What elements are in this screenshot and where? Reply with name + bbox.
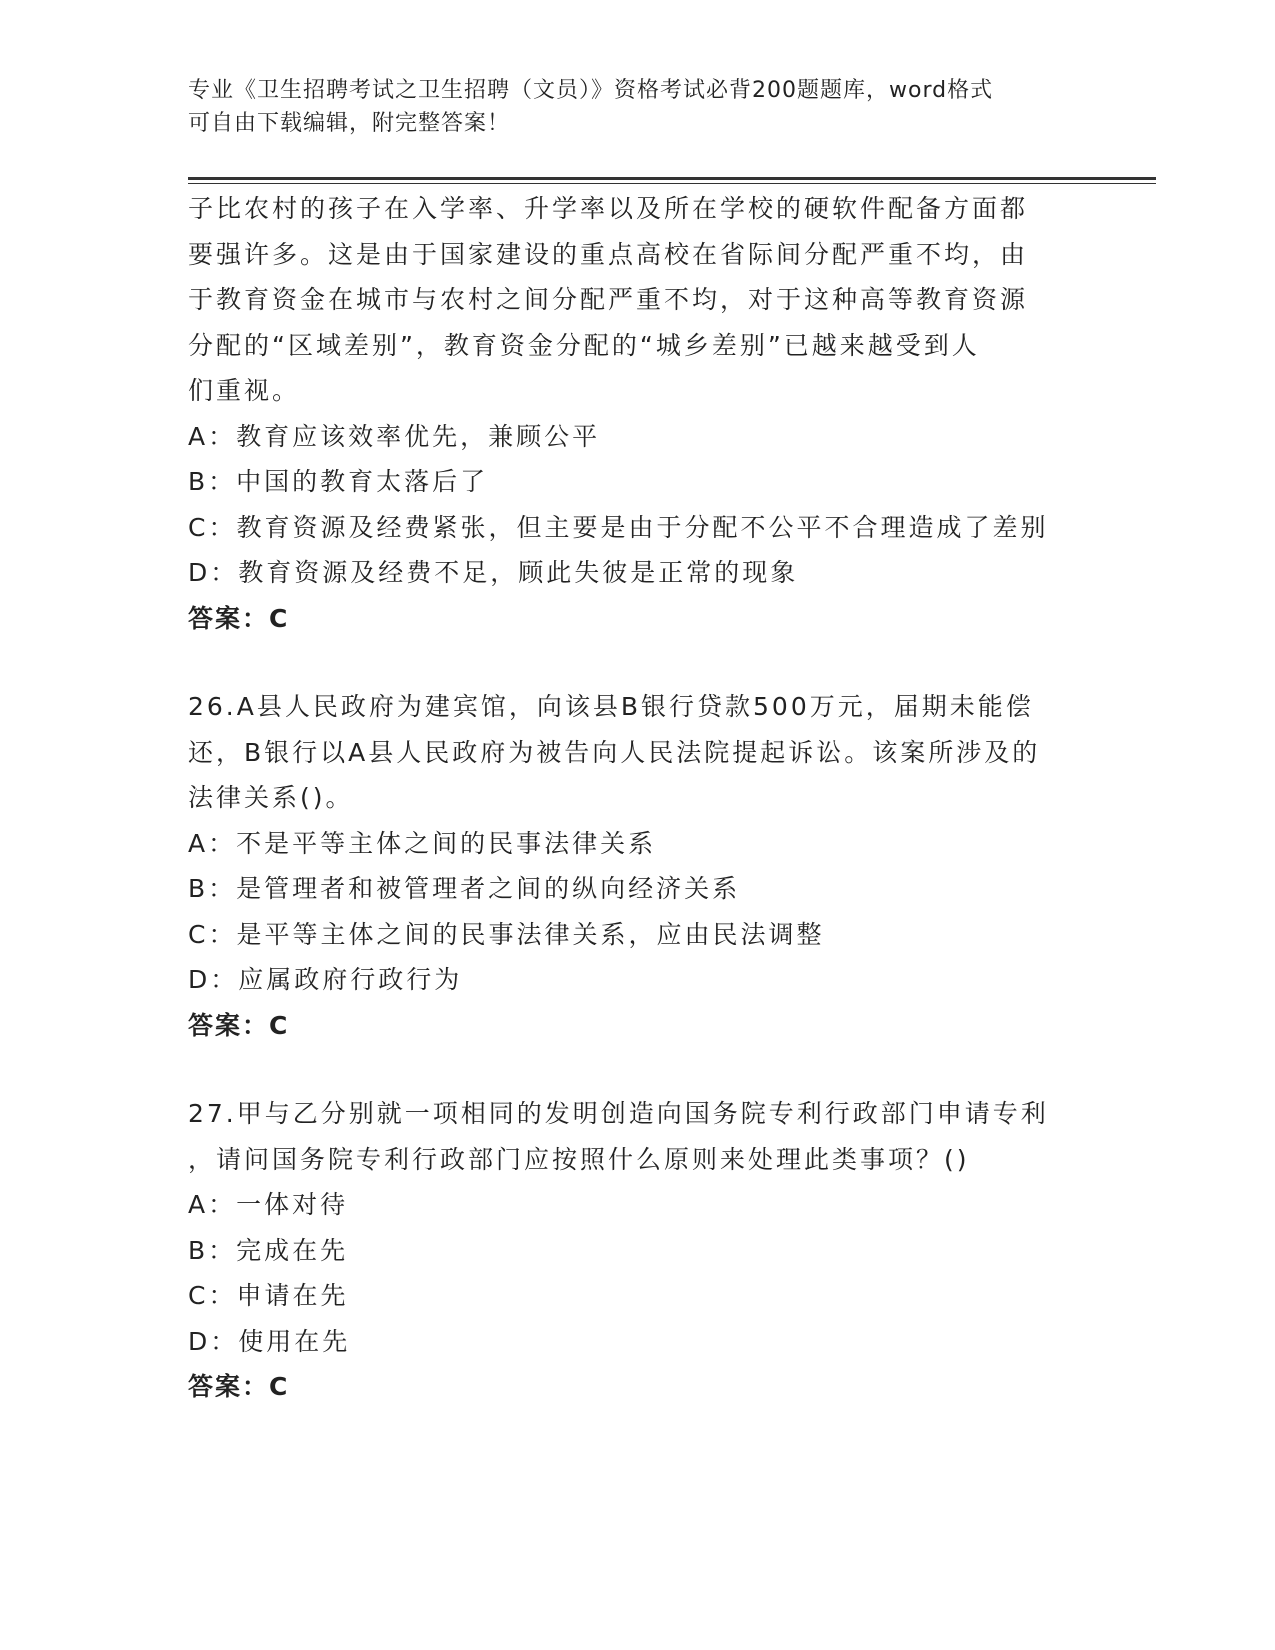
option-a: A：一体对待 bbox=[188, 1190, 349, 1219]
option-a: A：不是平等主体之间的民事法律关系 bbox=[188, 828, 657, 858]
question-stem-line: ，请问国务院专利行政部门应按照什么原则来处理此类事项？() bbox=[188, 1144, 970, 1174]
question-spacer bbox=[188, 641, 1088, 684]
question-stem-line: 子比农村的孩子在入学率、升学率以及所在学校的硬软件配备方面都 bbox=[188, 194, 1029, 223]
option-c: C：是平等主体之间的民事法律关系，应由民法调整 bbox=[188, 919, 825, 949]
question-26 bbox=[188, 684, 1088, 1048]
question-stem-line: 26.A县人民政府为建宾馆，向该县B银行贷款500万元，届期未能偿 bbox=[188, 692, 1034, 721]
answer-line: 答案：C bbox=[188, 1010, 290, 1040]
question-stem-line: 分配的“区域差别”，教育资金分配的“城乡差别”已越来越受到人 bbox=[188, 330, 980, 360]
question-27 bbox=[188, 1091, 1088, 1410]
question-stem-line: 法律关系()。 bbox=[188, 783, 354, 812]
document-header bbox=[188, 74, 1088, 140]
header-divider-thin bbox=[188, 183, 1156, 184]
question-stem-line: 于教育资金在城市与农村之间分配严重不均，对于这种高等教育资源 bbox=[188, 285, 1029, 314]
answer-line: 答案：C bbox=[188, 1372, 290, 1401]
option-d: D：使用在先 bbox=[188, 1326, 351, 1356]
option-c: C：申请在先 bbox=[188, 1281, 349, 1310]
question-25-continued bbox=[188, 186, 1088, 641]
question-stem-line: 们重视。 bbox=[188, 376, 301, 405]
question-stem-line: 要强许多。这是由于国家建设的重点高校在省际间分配严重不均，由 bbox=[188, 239, 1029, 269]
answer-line: 答案：C bbox=[188, 603, 290, 633]
option-c: C：教育资源及经费紧张，但主要是由于分配不公平不合理造成了差别 bbox=[188, 512, 1049, 542]
option-a: A：教育应该效率优先，兼顾公平 bbox=[188, 421, 601, 451]
option-b: B：中国的教育太落后了 bbox=[188, 467, 489, 496]
header-line-2: 可自由下载编辑，附完整答案！ bbox=[188, 111, 511, 136]
option-b: B：完成在先 bbox=[188, 1235, 349, 1265]
header-line-1: 专业《卫生招聘考试之卫生招聘（文员）》资格考试必背200题题库，word格式 bbox=[188, 78, 994, 103]
question-stem-line: 27.甲与乙分别就一项相同的发明创造向国务院专利行政部门申请专利 bbox=[188, 1099, 1049, 1128]
question-spacer bbox=[188, 1048, 1088, 1091]
document-body bbox=[188, 186, 1088, 1410]
header-divider-thick bbox=[188, 177, 1156, 180]
option-d: D：教育资源及经费不足，顾此失彼是正常的现象 bbox=[188, 558, 799, 587]
question-stem-line: 还，B银行以A县人民政府为被告向人民法院提起诉讼。该案所涉及的 bbox=[188, 737, 1041, 767]
option-b: B：是管理者和被管理者之间的纵向经济关系 bbox=[188, 874, 741, 903]
option-d: D：应属政府行政行为 bbox=[188, 965, 463, 994]
